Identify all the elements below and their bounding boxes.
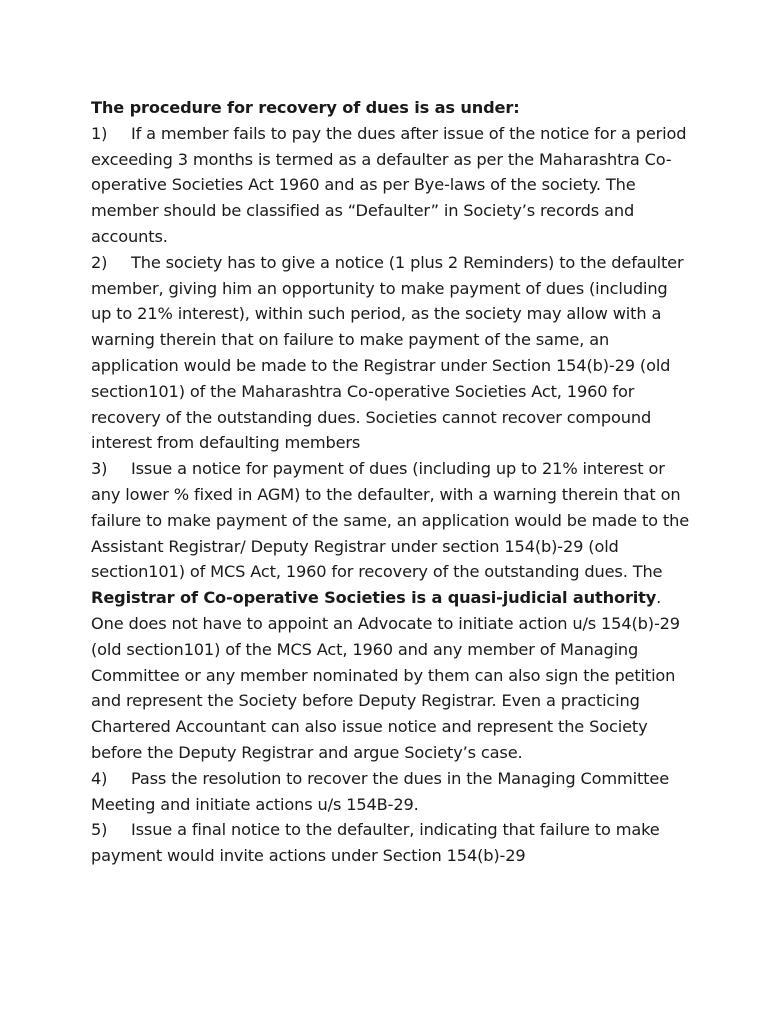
list-item-1 — [91, 121, 691, 250]
item-text: Issue a final notice to the defaulter, indicating that failure to make payment would invite actions under Section 154(b)-29 — [91, 820, 660, 866]
item-text-bold: Registrar of Co-operative Societies is a quasi-judicial authority — [91, 588, 657, 608]
item-number: 1) — [91, 123, 108, 143]
item-number: 2) — [91, 252, 108, 272]
item-number: 3) — [91, 459, 108, 479]
item-text: If a member fails to pay the dues after issue of the notice for a period exceeding 3 months is termed as a defaulter as per the Maharashtra Co-operative Societies Act 1960 and as per Bye-laws of the society. The member should be classified as “Defaulter” in Society’s records and accounts. — [91, 123, 687, 246]
list-item-4 — [91, 766, 691, 818]
list-item-5 — [91, 817, 691, 869]
list-item-2 — [91, 250, 691, 456]
item-text: Pass the resolution to recover the dues in the Managing Committee Meeting and initiate actions u/s 154B-29. — [91, 768, 670, 814]
item-text: The society has to give a notice (1 plus 2 Reminders) to the defaulter member, giving him an opportunity to make payment of dues (including up to 21% interest), within such period, as the society may allow with a warning therein that on failure to make payment of the same, an application would be made to the Registrar under Section 154(b)-29 (old section101) of the Maharashtra Co-operative Societies Act, 1960 for recovery of the outstanding dues. Societies cannot recover compound interest from defaulting members — [91, 252, 684, 453]
item-text-before: Issue a notice for payment of dues (including up to 21% interest or any lower % fixed in AGM) to the defaulter, with a warning therein that on failure to make payment of the same, an application would be made to the Assistant Registrar/ Deputy Registrar under section 154(b)-29 (old section101) of MCS Act, 1960 for recovery of the outstanding dues. The — [91, 459, 690, 582]
document-heading: The procedure for recovery of dues is as under: — [91, 98, 520, 117]
list-item-3 — [91, 456, 691, 766]
item-number: 5) — [91, 820, 108, 840]
item-number: 4) — [91, 768, 108, 788]
item-text-after: . One does not have to appoint an Advocate to initiate action u/s 154(b)-29 (old section101) of the MCS Act, 1960 and any member of Managing Committee or any member nominated by them can also sign the petition and represent the Society before Deputy Registrar. Even a practicing Chartered Accountant can also issue notice and represent the Society before the Deputy Registrar and argue Society’s case. — [91, 588, 680, 762]
document-body — [91, 95, 691, 869]
